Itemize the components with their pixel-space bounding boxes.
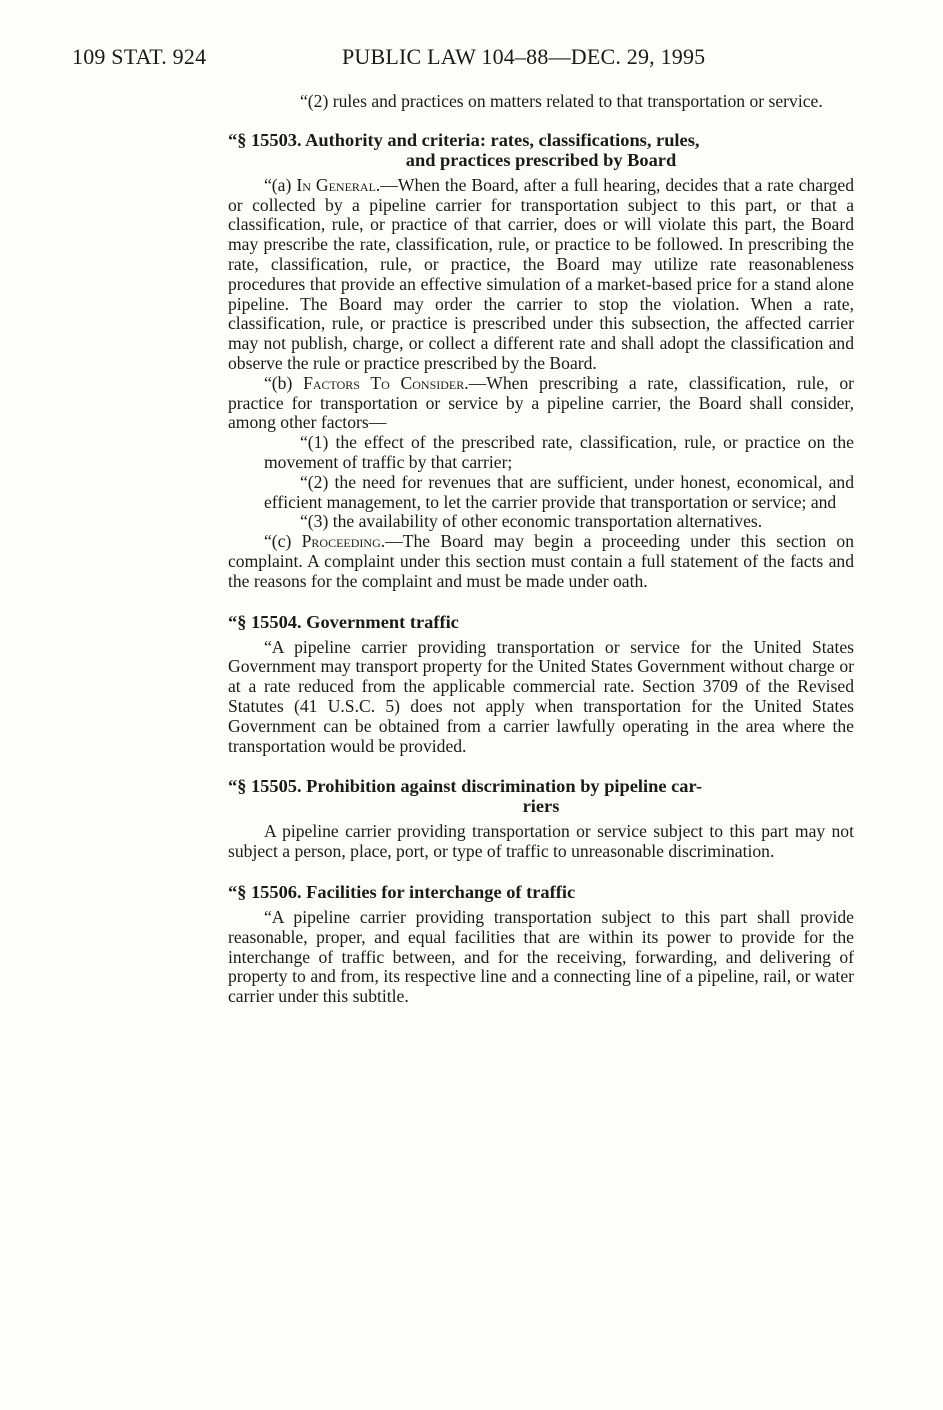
subsection-c-caption: Proceeding (301, 531, 381, 552)
subsection-a-caption: In General (296, 174, 376, 195)
subsection-b-prefix: “(b) (264, 372, 304, 393)
section-15506-text: “A pipeline carrier providing transportation subject to this part shall provide reasonable, proper, and equal facilities that are within its power to provide for the interchange of traffic between, and for the receiving, forwarding, and delivering of property to and from, its respective line and a connecting line of a pipeline, rail, or water carrier under this subtitle. (228, 906, 854, 1007)
paragraph-b2: “(2) the need for revenues that are sufficient, under honest, economical, and efficient management, to let the carrier provide that transportation or service; and (264, 471, 854, 512)
subsection-c (228, 532, 854, 591)
running-head-law-title: PUBLIC LAW 104–88—DEC. 29, 1995 (342, 44, 706, 69)
paragraph-b1: “(1) the effect of the prescribed rate, classification, rule, or practice on the movement of traffic by that carrier; (264, 432, 854, 472)
subsection-a-prefix: “(a) (264, 174, 297, 195)
section-15504-text: “A pipeline carrier providing transportation or service for the United States Government may transport property for the United States Government without charge or at a rate reduced from the applicable commercial rate. Section 3709 of the Revised Statutes (41 U.S.C. 5) does not apply when transportation for the United States Government can be obtained from a carrier lawfully operating in the area where the transportation would be provided. (228, 636, 854, 756)
page-header (72, 44, 852, 74)
paragraph-b3: “(3) the availability of other economic transportation alternatives. (300, 511, 763, 532)
section-15504-heading: “§ 15504. Government traffic (228, 611, 459, 632)
subsection-b-text: .—When prescribing a rate, classification, rule, or practice for transportation or service by a pipeline carrier, the Board shall consider, among other factors— (228, 372, 854, 433)
section-15506-heading: “§ 15506. Facilities for interchange of traffic (228, 881, 576, 902)
section-15505-text: A pipeline carrier providing transportation or service subject to this part may not subject a person, place, port, or type of traffic to unreasonable discrimination. (228, 821, 854, 862)
page-body (228, 92, 854, 1007)
section-15503-heading (228, 130, 854, 170)
section-15505-heading-line1: “§ 15505. Prohibition against discrimination by pipeline car- (228, 776, 703, 797)
section-15505-heading (228, 776, 854, 816)
subsection-b-caption: Factors To Consider (303, 372, 465, 393)
section-15503-heading-line2: and practices prescribed by Board (405, 149, 677, 170)
subsection-c-text: .—The Board may begin a proceeding under this section on complaint. A complaint under this section must contain a full statement of the facts and the reasons for the complaint and must be made under oath. (228, 531, 855, 591)
section-15505-heading-line2: riers (522, 796, 560, 817)
page-number: 109 STAT. 924 (72, 44, 207, 69)
subsection-b (228, 374, 854, 433)
subsection-c-prefix: “(c) (264, 531, 302, 552)
subsection-a-text: .—When the Board, after a full hearing, decides that a rate charged or collected by a pipeline carrier for transportation subject to this part, or that a classification, rule, or practice of that carrier, does or will violate this part, the Board may prescribe the rate, classification, rule, or practice to be followed. In prescribing the rate, classification, rule, or practice, the Board may utilize rate reasonableness procedures that provide an effective simulation of a market-based price for a stand alone pipeline. The Board may order the carrier to stop the violation. When a rate, classification, rule, or practice is prescribed under this subsection, the affected carrier may not publish, charge, or collect a different rate and shall adopt the classification and observe the rule or practice prescribed by the Board. (228, 174, 855, 373)
carryover-paragraph: “(2) rules and practices on matters related to that transportation or service. (300, 91, 823, 111)
subsection-a (228, 176, 854, 374)
section-15503-heading-line1: “§ 15503. Authority and criteria: rates, classifications, rules, (228, 129, 700, 150)
